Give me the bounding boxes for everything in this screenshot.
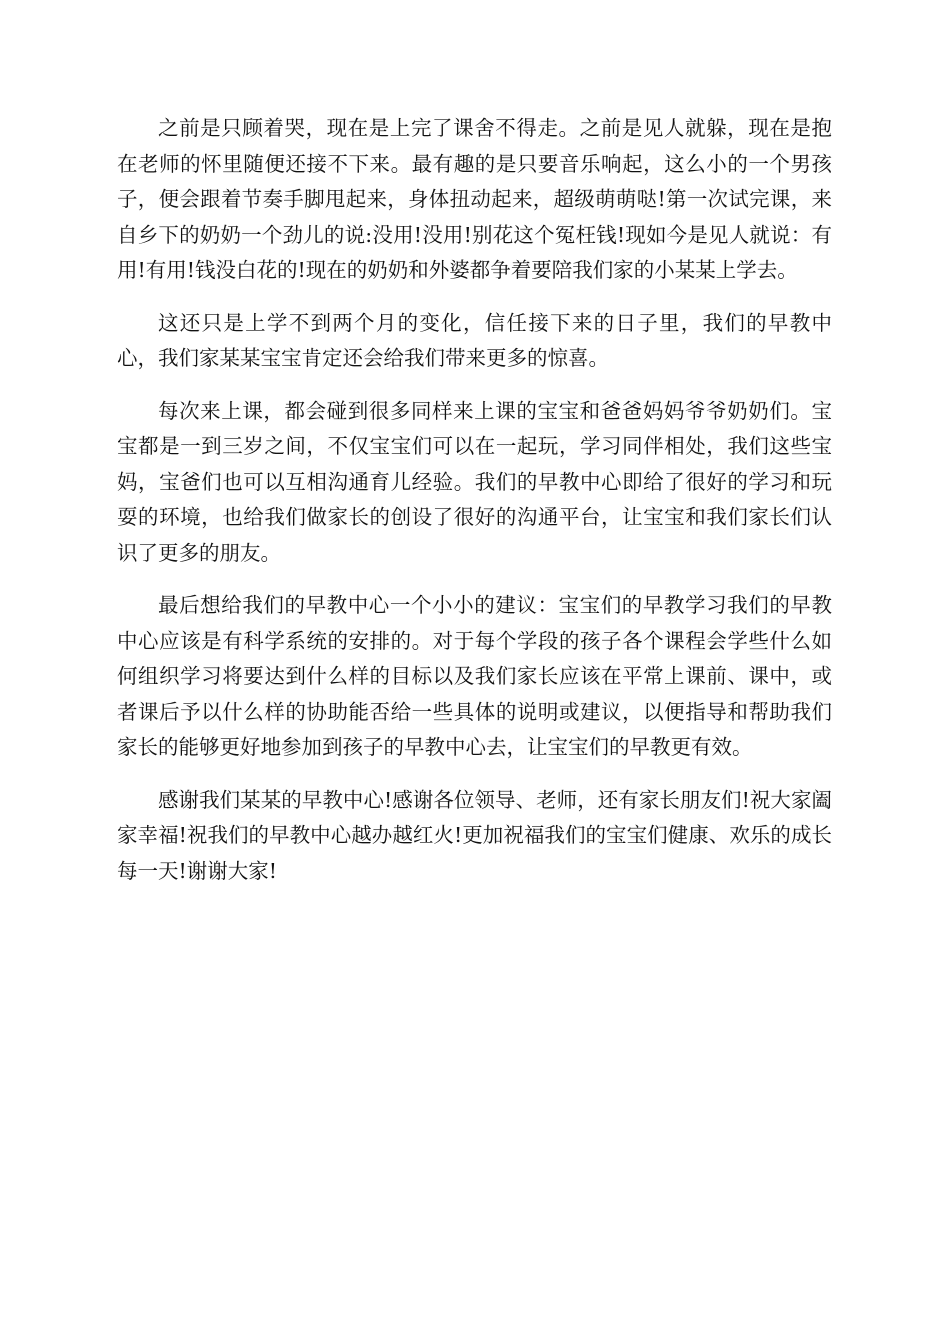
paragraph-3: 每次来上课，都会碰到很多同样来上课的宝宝和爸爸妈妈爷爷奶奶们。宝宝都是一到三岁之间，不仅宝宝们可以在一起玩，学习同伴相处，我们这些宝妈，宝爸们也可以互相沟通育儿经验。我们的早教中心即给了很好的学习和玩耍的环境，也给我们做家长的创设了很好的沟通平台，让宝宝和我们家长们认识了更多的朋友。 <box>117 398 832 565</box>
paragraph-4: 最后想给我们的早教中心一个小小的建议：宝宝们的早教学习我们的早教中心应该是有科学系统的安排的。对于每个学段的孩子各个课程会学些什么如何组织学习将要达到什么样的目标以及我们家长应该在平常上课前、课中，或者课后予以什么样的协助能否给一些具体的说明或建议，以便指导和帮助我们家长的能够更好地参加到孩子的早教中心去，让宝宝们的早教更有效。 <box>117 593 832 759</box>
paragraph-1: 之前是只顾着哭，现在是上完了课舍不得走。之前是见人就躲，现在是抱在老师的怀里随便还接不下来。最有趣的是只要音乐响起，这么小的一个男孩子，便会跟着节奏手脚甩起来，身体扭动起来，超级萌萌哒!第一次试完课，来自乡下的奶奶一个劲儿的说:没用!没用!别花这个冤枉钱!现如今是见人就说：有用!有用!钱没白花的!现在的奶奶和外婆都争着要陪我们家的小某某上学去。 <box>117 116 832 282</box>
paragraph-2: 这还只是上学不到两个月的变化，信任接下来的日子里，我们的早教中心，我们家某某宝宝肯定还会给我们带来更多的惊喜。 <box>117 310 832 370</box>
document-body <box>117 111 832 905</box>
paragraph-5: 感谢我们某某的早教中心!感谢各位领导、老师，还有家长朋友们!祝大家阖家幸福!祝我们的早教中心越办越红火!更加祝福我们的宝宝们健康、欢乐的成长每一天!谢谢大家! <box>117 787 832 883</box>
